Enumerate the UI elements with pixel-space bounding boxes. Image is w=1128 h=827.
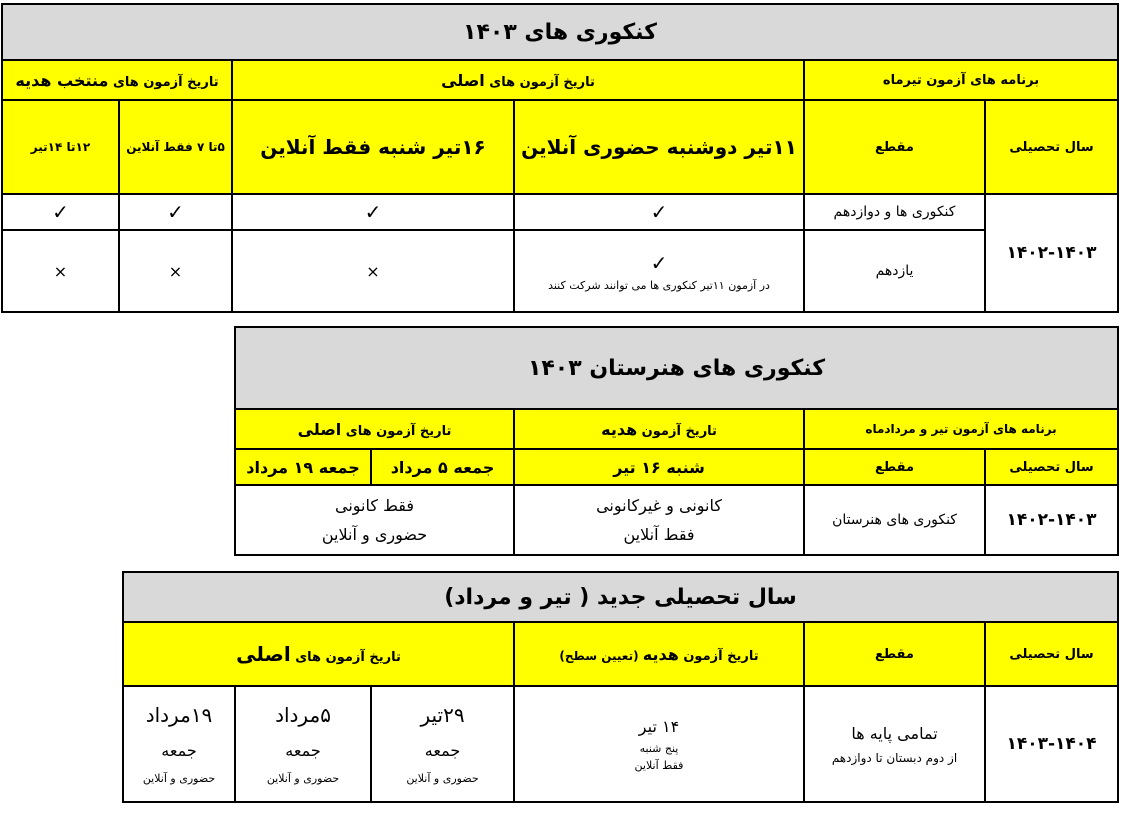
header-gift-word: هدیه <box>601 419 638 439</box>
col-date-12-14: ۱۲تا ۱۴تیر <box>2 100 119 194</box>
col-date-16: ۱۶تیر شنبه فقط آنلاین <box>232 100 514 194</box>
header-main-word: اصلی <box>236 642 291 666</box>
header-gift-prefix: تاریخ آزمون <box>678 648 759 664</box>
check-icon: ✓ <box>2 194 119 230</box>
col-year: سال تحصیلی <box>985 449 1118 485</box>
exam-date: ۲۹تیر <box>420 703 465 727</box>
table-title: سال تحصیلی جدید ( تیر و مرداد) <box>123 572 1118 622</box>
col-year: سال تحصیلی <box>985 100 1118 194</box>
col-level: مقطع <box>804 449 985 485</box>
exam-cell <box>123 686 235 802</box>
table-title: کنکوری های هنرستان ۱۴۰۳ <box>235 327 1118 409</box>
col-level: مقطع <box>804 100 985 194</box>
gift-line-1: کانونی و غیرکانونی <box>596 496 722 515</box>
cross-icon: × <box>232 230 514 312</box>
exam-cell <box>371 686 514 802</box>
gift-cell <box>514 485 804 555</box>
gift-cell <box>514 686 804 802</box>
level-cell: کنکوری های هنرستان <box>804 485 985 555</box>
header-main-exams <box>235 409 514 449</box>
check-icon: ✓ <box>232 194 514 230</box>
exam-mode: حضوری و آنلاین <box>266 772 340 785</box>
header-main-word: اصلی <box>441 70 485 90</box>
header-program: برنامه های آزمون تیر و مردادماه <box>804 409 1118 449</box>
col-year: سال تحصیلی <box>985 622 1118 686</box>
header-program: برنامه های آزمون تیرماه <box>804 60 1118 100</box>
gift-line-2: فقط آنلاین <box>623 525 695 544</box>
exam-day: جمعه <box>161 741 197 760</box>
header-gift-word: منتخب هدیه <box>15 70 109 90</box>
gift-day: پنج شنبه <box>639 741 679 755</box>
year-cell: ۱۴۰۲-۱۴۰۳ <box>985 194 1118 312</box>
exam-date: ۱۹مرداد <box>145 703 213 727</box>
exam-mode: حضوری و آنلاین <box>406 772 479 785</box>
exam-mode: حضوری و آنلاین <box>142 772 216 785</box>
level-row2: یازدهم <box>804 230 985 312</box>
header-main-prefix: تاریخ آزمون های <box>341 423 452 439</box>
main-line-2: حضوری و آنلاین <box>321 525 428 544</box>
main-cell <box>235 485 514 555</box>
level-cell <box>804 686 985 802</box>
gift-date: ۱۴ تیر <box>638 716 680 736</box>
header-main-exams <box>123 622 514 686</box>
year-cell: ۱۴۰۲-۱۴۰۳ <box>985 485 1118 555</box>
header-main-prefix: تاریخ آزمون های <box>290 650 401 665</box>
check-icon: ✓ <box>650 250 668 275</box>
header-main-exams <box>232 60 804 100</box>
header-gift-exams <box>514 409 804 449</box>
header-gift-exams <box>2 60 232 100</box>
header-gift-prefix: تاریخ آزمون های <box>108 74 219 90</box>
row2-note: در آزمون ۱۱تیر کنکوری ها می توانند شرکت کنند <box>548 278 770 292</box>
date-gift: شنبه ۱۶ تیر <box>514 449 804 485</box>
level-sub: از دوم دبستان تا دوازدهم <box>831 750 958 765</box>
year-cell: ۱۴۰۳-۱۴۰۴ <box>985 686 1118 802</box>
col-date-5-7: ۵تا ۷ فقط آنلاین <box>119 100 232 194</box>
row2-date-11-cell <box>514 230 804 312</box>
table-honarestan-1403 <box>234 326 1119 556</box>
table-title: کنکوری های ۱۴۰۳ <box>2 4 1118 60</box>
date-main-2: جمعه ۱۹ مرداد <box>235 449 371 485</box>
header-gift-word: هدیه <box>642 644 679 664</box>
exam-day: جمعه <box>424 741 461 760</box>
gift-mode: فقط آنلاین <box>634 758 684 772</box>
check-icon: ✓ <box>119 194 232 230</box>
table-new-academic-year <box>122 571 1119 803</box>
date-main-1: جمعه ۵ مرداد <box>371 449 514 485</box>
main-line-1: فقط کانونی <box>335 496 415 515</box>
check-icon: ✓ <box>514 194 804 230</box>
level-main: تمامی پایه ها <box>851 723 938 743</box>
col-date-11: ۱۱تیر دوشنبه حضوری آنلاین <box>514 100 804 194</box>
exam-day: جمعه <box>285 741 321 760</box>
header-gift-suffix: (تعیین سطح) <box>559 648 643 663</box>
header-main-prefix: تاریخ آزمون های <box>484 74 595 90</box>
col-level: مقطع <box>804 622 985 686</box>
cross-icon: × <box>119 230 232 312</box>
header-gift-exams <box>514 622 804 686</box>
exam-date: ۵مرداد <box>275 703 331 727</box>
header-gift-prefix: تاریخ آزمون <box>637 423 717 439</box>
header-main-word: اصلی <box>297 419 342 439</box>
exam-cell <box>235 686 371 802</box>
table-konkur-1403 <box>1 3 1119 313</box>
level-row1: کنکوری ها و دوازدهم <box>804 194 985 230</box>
cross-icon: × <box>2 230 119 312</box>
